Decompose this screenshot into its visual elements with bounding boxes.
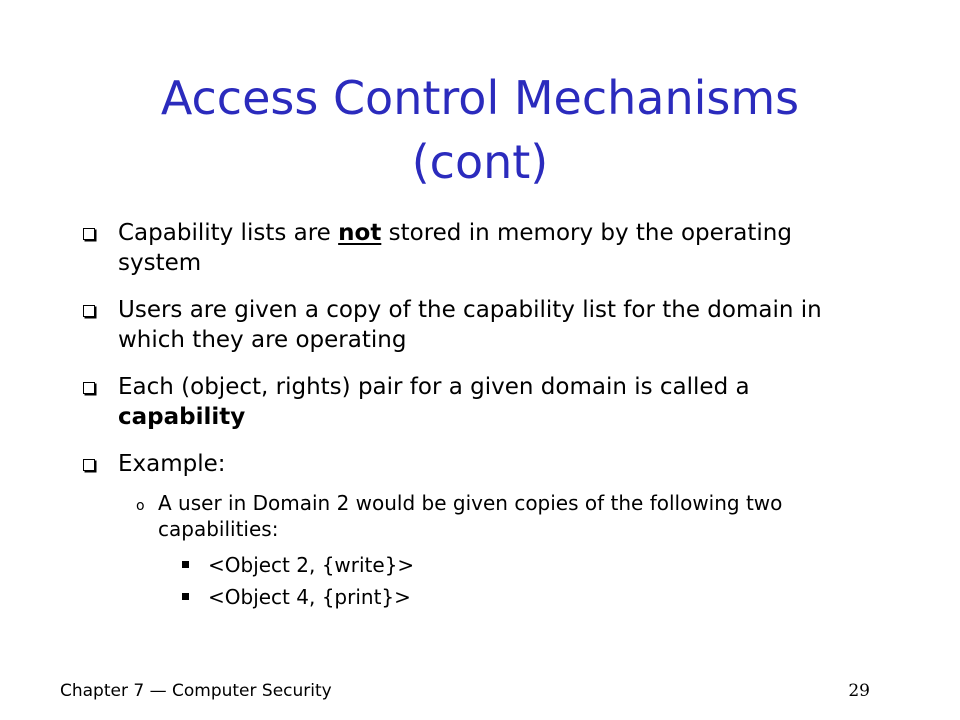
circle-bullet-icon: o	[136, 498, 145, 514]
bullet-text: Users are given a copy of the capability list for the domain in which they are operating	[118, 297, 822, 353]
filled-square-bullet-icon	[182, 561, 189, 568]
bullet-text-before: Capability lists are	[118, 220, 339, 246]
bullet-capability-lists	[80, 218, 860, 278]
bullet-text-before: Each (object, rights) pair for a given domain is called a	[118, 374, 750, 400]
square-bullet-icon	[83, 459, 95, 471]
capability-item-2	[208, 584, 860, 610]
bullet-emphasis-not: not	[338, 220, 382, 246]
slide-title	[60, 66, 900, 194]
sub-bullet-domain-2	[136, 490, 860, 542]
square-bullet-icon	[83, 305, 95, 317]
slide-title-line-2: (cont)	[411, 135, 549, 189]
bullet-emphasis-capability: capability	[118, 404, 246, 430]
bullet-example	[80, 449, 860, 479]
capability-item-1	[208, 552, 860, 578]
bullet-object-rights-pair	[80, 372, 860, 432]
bullet-text-after: stored in memory by the operating system	[118, 220, 792, 276]
bullet-text: Example:	[118, 451, 226, 477]
bullet-users-given-copy	[80, 295, 860, 355]
square-bullet-icon	[83, 382, 95, 394]
capability-text: <Object 2, {write}>	[208, 553, 415, 577]
slide-title-line-1: Access Control Mechanisms	[160, 71, 800, 125]
footer-page-number: 29	[848, 681, 870, 701]
square-bullet-icon	[83, 228, 95, 240]
filled-square-bullet-icon	[182, 593, 189, 600]
sub-bullet-text: A user in Domain 2 would be given copies of the following two capabilities:	[158, 491, 783, 541]
footer-chapter: Chapter 7 — Computer Security	[60, 681, 332, 701]
capability-text: <Object 4, {print}>	[208, 585, 411, 609]
slide-body	[80, 218, 860, 616]
